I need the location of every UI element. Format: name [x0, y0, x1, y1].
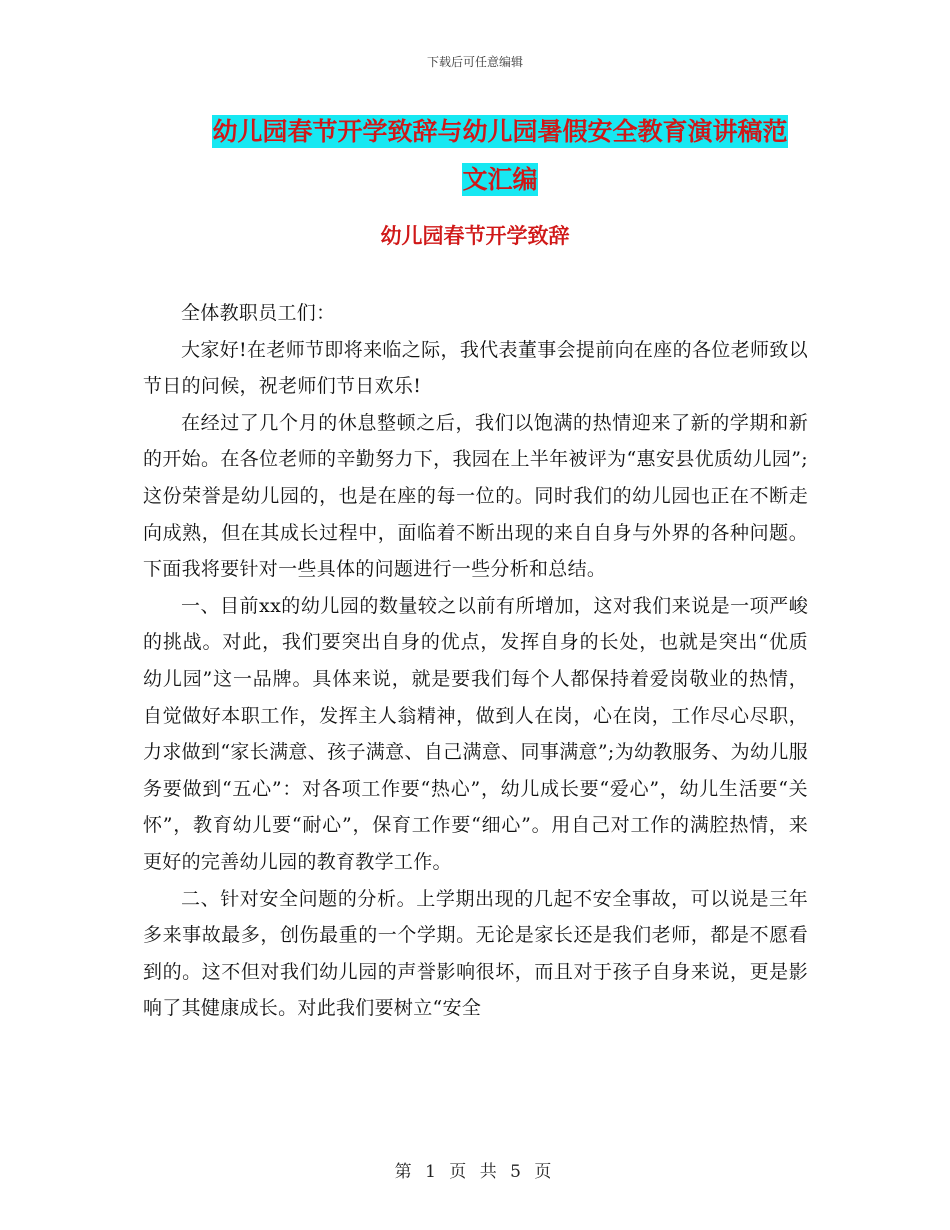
paragraph-salutation: 全体教职员工们： [181, 302, 336, 324]
header-note: 下载后可任意编辑 [426, 55, 523, 69]
title-line-1: 幼儿园春节开学致辞与幼儿园暑假安全教育演讲稿范 [212, 117, 788, 146]
paragraph-point-one: 一、目前xx的幼儿园的数量较之以前有所增加，这对我们来说是一项严峻的挑战。对此，我们要突出自身的优点，发挥自身的长处，也就是突出“优质幼儿园”这一品牌。具体来说，就是要我们每个人都保持着爱岗敬业的热情，自觉做好本职工作，发挥主人翁精神，做到人在岗，心在岗，工作尽心尽职，力求做到“家长满意、孩子满意、自己满意、同事满意”;为幼教服务、为幼儿服务要做到“五心”：对各项工作要“热心”，幼儿成长要“爱心”，幼儿生活要“关怀”，教育幼儿要“耐心”，保育工作要“细心”。用自己对工作的满腔热情，来更好的完善幼儿园的教育教学工作。 [143, 594, 808, 873]
title-line-2: 文汇编 [462, 165, 538, 194]
paragraph-intro: 在经过了几个月的休息整顿之后，我们以饱满的热情迎来了新的学期和新的开始。在各位老师的辛勤努力下，我园在上半年被评为“惠安县优质幼儿园”;这份荣誉是幼儿园的，也是在座的每一位的。同时我们的幼儿园也正在不断走向成熟，但在其成长过程中，面临着不断出现的来自自身与外界的各种问题。下面我将要针对一些具体的问题进行一些分析和总结。 [143, 411, 808, 581]
document-title [190, 108, 810, 204]
paragraph-point-two: 二、针对安全问题的分析。上学期出现的几起不安全事故，可以说是三年多来事故最多，创伤最重的一个学期。无论是家长还是我们老师，都是不愿看到的。这不但对我们幼儿园的声誉影响很坏，而且对于孩子自身来说，更是影响了其健康成长。对此我们要树立“安全 [143, 887, 808, 1020]
body-text [143, 295, 808, 1027]
page-footer: 第 1 页 共 5 页 [394, 1162, 556, 1182]
paragraph-greeting: 大家好!在老师节即将来临之际，我代表董事会提前向在座的各位老师致以节日的问候，祝老师们节日欢乐! [143, 338, 808, 398]
section-title: 幼儿园春节开学致辞 [380, 224, 570, 248]
